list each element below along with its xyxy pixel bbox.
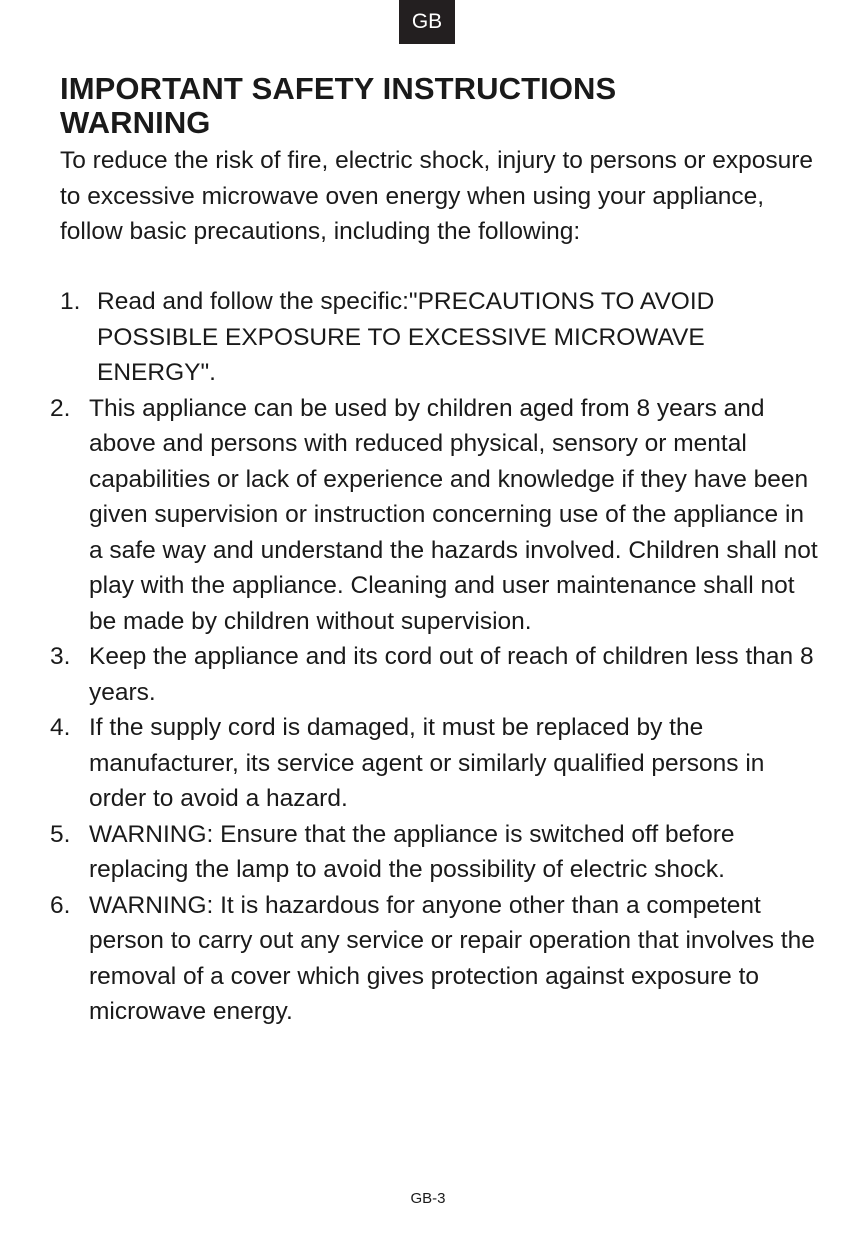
item-text: WARNING: Ensure that the appliance is switched off before replacing the lamp to avoid the possibility of electric shock. [89,820,735,883]
list-item [0,817,856,888]
language-tab: GB [399,0,455,44]
list-item [0,888,856,1030]
item-text: This appliance can be used by children aged from 8 years and above and persons with reduced physical, sensory or mental capabilities or lack of experience and knowledge if they have been given supervision or instruction concerning use of the appliance in a safe way and understand the hazards involved. Children shall not play with the appliance. Cleaning and user maintenance shall not be made by children without supervision. [89,394,818,635]
title-line-2: WARNING [60,105,211,140]
intro-paragraph: To reduce the risk of fire, electric shock, injury to persons or exposure to excessive microwave oven energy when using your appliance, follow basic precautions, including the following: [60,147,814,245]
instructions-list [0,284,856,1030]
item-text: Keep the appliance and its cord out of reach of children less than 8 years. [89,643,814,706]
list-item [0,391,856,640]
page-number: GB-3 [410,1190,446,1207]
item-number: 2. [50,394,71,422]
item-number: 5. [50,820,71,848]
list-item [0,284,856,391]
title-line-1: IMPORTANT SAFETY INSTRUCTIONS [60,71,617,106]
item-number: 3. [50,643,71,670]
item-number: 1. [60,288,81,315]
item-text: WARNING: It is hazardous for anyone other than a competent person to carry out any service or repair operation that involves the removal of a cover which gives protection against exposure to microwave energy. [89,891,815,1025]
item-number: 6. [50,891,71,919]
item-number: 4. [50,714,71,741]
item-text: If the supply cord is damaged, it must be replaced by the manufacturer, its service agent or similarly qualified persons in order to avoid a hazard. [89,714,765,812]
list-item [0,639,856,710]
item-text: Read and follow the specific:"PRECAUTIONS TO AVOID POSSIBLE EXPOSURE TO EXCESSIVE MICROWAVE ENERGY". [97,288,715,386]
page-title [60,72,820,140]
list-item [0,710,856,817]
